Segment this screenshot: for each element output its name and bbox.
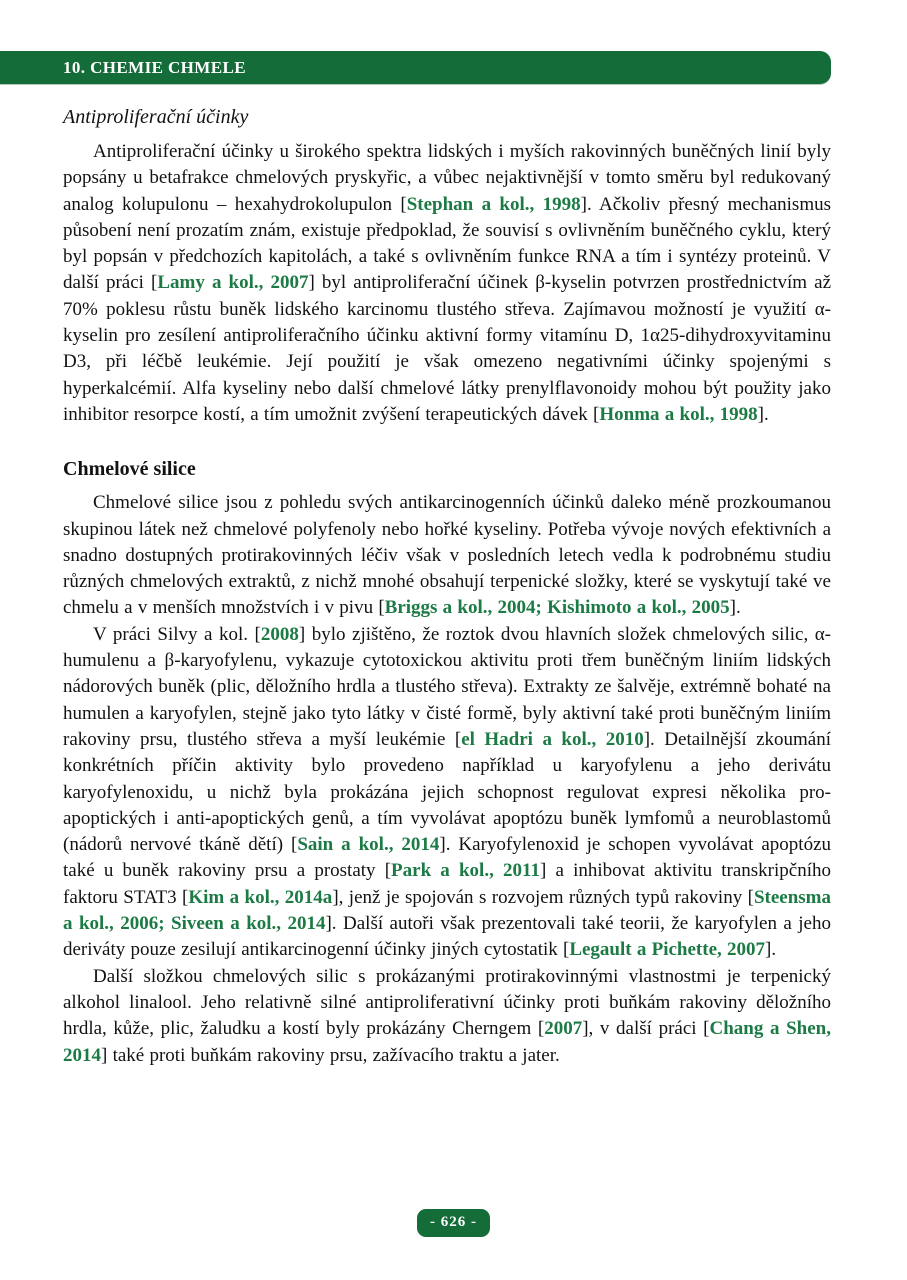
body-text: ] byl antiproliferační účinek β-kyselin potvrzen prostřednictvím až 70% poklesu růstu buněk lidského karcinomu tlustého střeva. Zajímavou možností je využití α-kyselin pro zesílení antiproliferačního účinku aktivní formy vitamínu D, 1α25-dihydroxyvitaminu D3, při léčbě leukémie. Její použití je však omezeno negativními účinky spojenými s hyperkalcémií. Alfa kyseliny nebo další chmelové látky prenylflavonoidy mohou být použity jako inhibitor resorpce kostí, a tím umožnit zvýšení terapeutických dávek [ bbox=[63, 272, 832, 425]
body-text: Chmelové silice jsou z pohledu svých antikarcinogenních účinků daleko méně prozkoumanou skupinou látek než chmelové polyfenoly nebo hořké kyseliny. Potřeba vývoje nových efektivních a snadno dostupných protirakovinných léčiv však v posledních letech vedla k podrobnému studiu různých chmelových extraktů, z nichž mnohé obsahují terpenické složky, které se vyskytují také ve chmelu a v menších množstvích i v pivu [ bbox=[63, 492, 831, 619]
section-heading-italic: Antiproliferační účinky bbox=[63, 106, 249, 128]
page-number-badge: - 626 - bbox=[417, 1209, 490, 1237]
body-text: ]. Karyofylenoxid je schopen vyvolávat apoptózu také u buněk rakoviny prsu a prostaty [ bbox=[63, 834, 832, 882]
section-heading-bold: Chmelové silice bbox=[63, 458, 196, 481]
body-text: V práci Silvy a kol. [ bbox=[93, 623, 261, 645]
body-text: ], v další práci [ bbox=[582, 1018, 710, 1040]
citation-reference: Chang a Shen, 2014 bbox=[63, 1018, 831, 1066]
body-text: ]. Ačkoliv přesný mechanismus působení není prozatím znám, existuje předpoklad, že souvisí s ovlivněním buněčného cyklu, který byl popsán v předchozích kapitolách, a také s ovlivněním funkce RNA a tím i syntézy proteinů. V další práci [ bbox=[63, 193, 831, 294]
body-paragraph bbox=[63, 139, 831, 428]
chapter-title: 10. CHEMIE CHMELE bbox=[63, 57, 246, 77]
citation-reference: Stephan a kol., 1998 bbox=[406, 193, 581, 215]
citation-reference: Park a kol., 2011 bbox=[391, 860, 540, 882]
body-paragraph bbox=[63, 964, 831, 1069]
citation-reference: Kim a kol., 2014a bbox=[188, 886, 333, 908]
body-text: Antiproliferační účinky u širokého spektra lidských i myších rakovinných buněčných linií byly popsány u betafrakce chmelových pryskyřic, a vůbec nejaktivnější v tomto směru byl redukovaný analog kolupulonu – hexahydrokolupulon [ bbox=[63, 141, 831, 215]
citation-reference: Briggs a kol., 2004; Kishimoto a kol., 2005 bbox=[384, 597, 730, 619]
body-text: Další složkou chmelových silic s prokázanými protirakovinnými vlastnostmi je terpenický alkohol linalool. Jeho relativně silné antiproliferativní účinky proti buňkám rakoviny děložního hrdla, kůže, plic, žaludku a kostí byly prokázány Cherngem [ bbox=[63, 965, 831, 1040]
citation-reference: 2007 bbox=[544, 1018, 583, 1040]
citation-reference: el Hadri a kol., 2010 bbox=[461, 728, 644, 750]
chapter-header-bar bbox=[0, 51, 831, 84]
citation-reference: Lamy a kol., 2007 bbox=[157, 272, 309, 294]
body-paragraph bbox=[63, 490, 831, 621]
citation-reference: Honma a kol., 1998 bbox=[599, 403, 758, 425]
citation-reference: Sain a kol., 2014 bbox=[297, 834, 440, 856]
body-text: ] a inhibovat aktivitu transkripčního faktoru STAT3 [ bbox=[63, 860, 831, 908]
body-text: ]. bbox=[757, 403, 769, 425]
body-text: ] bylo zjištěno, že roztok dvou hlavních složek chmelových silic, α-humulenu a β-karyofylenu, vykazuje cytotoxickou aktivitu proti třem buněčným liniím lidských nádorových buněk (plic, děložního hrdla a tlustého střeva). Extrakty ze šalvěje, extrémně bohaté na humulen a karyofylen, stejně jako tyto látky v čisté formě, byly aktivní také proti buněčným liniím rakoviny prsu, tlustého střeva a myší leukémie [ bbox=[63, 623, 832, 750]
body-paragraph bbox=[63, 622, 831, 964]
citation-reference: Steensma a kol., 2006; Siveen a kol., 2014 bbox=[63, 886, 831, 935]
citation-reference: 2008 bbox=[260, 623, 299, 645]
body-text: ], jenž je spojován s rozvojem různých typů rakoviny [ bbox=[332, 886, 754, 908]
body-text: ]. bbox=[729, 597, 741, 619]
body-text: ] také proti buňkám rakoviny prsu, zažívacího traktu a jater. bbox=[101, 1044, 560, 1066]
body-text: ]. Další autoři však prezentovali také teorii, že karyofylen a jeho deriváty pouze zesilují antikarcinogenní účinky jiných cytostatik [ bbox=[63, 913, 831, 961]
citation-reference: Legault a Pichette, 2007 bbox=[569, 939, 766, 961]
page-footer bbox=[0, 1209, 907, 1237]
body-text: ]. bbox=[765, 939, 777, 961]
text-column bbox=[63, 104, 831, 1069]
body-text: ]. Detailnější zkoumání konkrétních příčin aktivity bylo provedeno například u karyofylenu a jeho derivátu karyofylenoxidu, u nichž byla prokázána jejich schopnost regulovat expresi několika pro-apoptických i anti-apoptických genů, a tím vyvolávat apoptózu buněk lymfomů a neuroblastomů (nádorů nervové tkáně dětí) [ bbox=[63, 728, 831, 856]
